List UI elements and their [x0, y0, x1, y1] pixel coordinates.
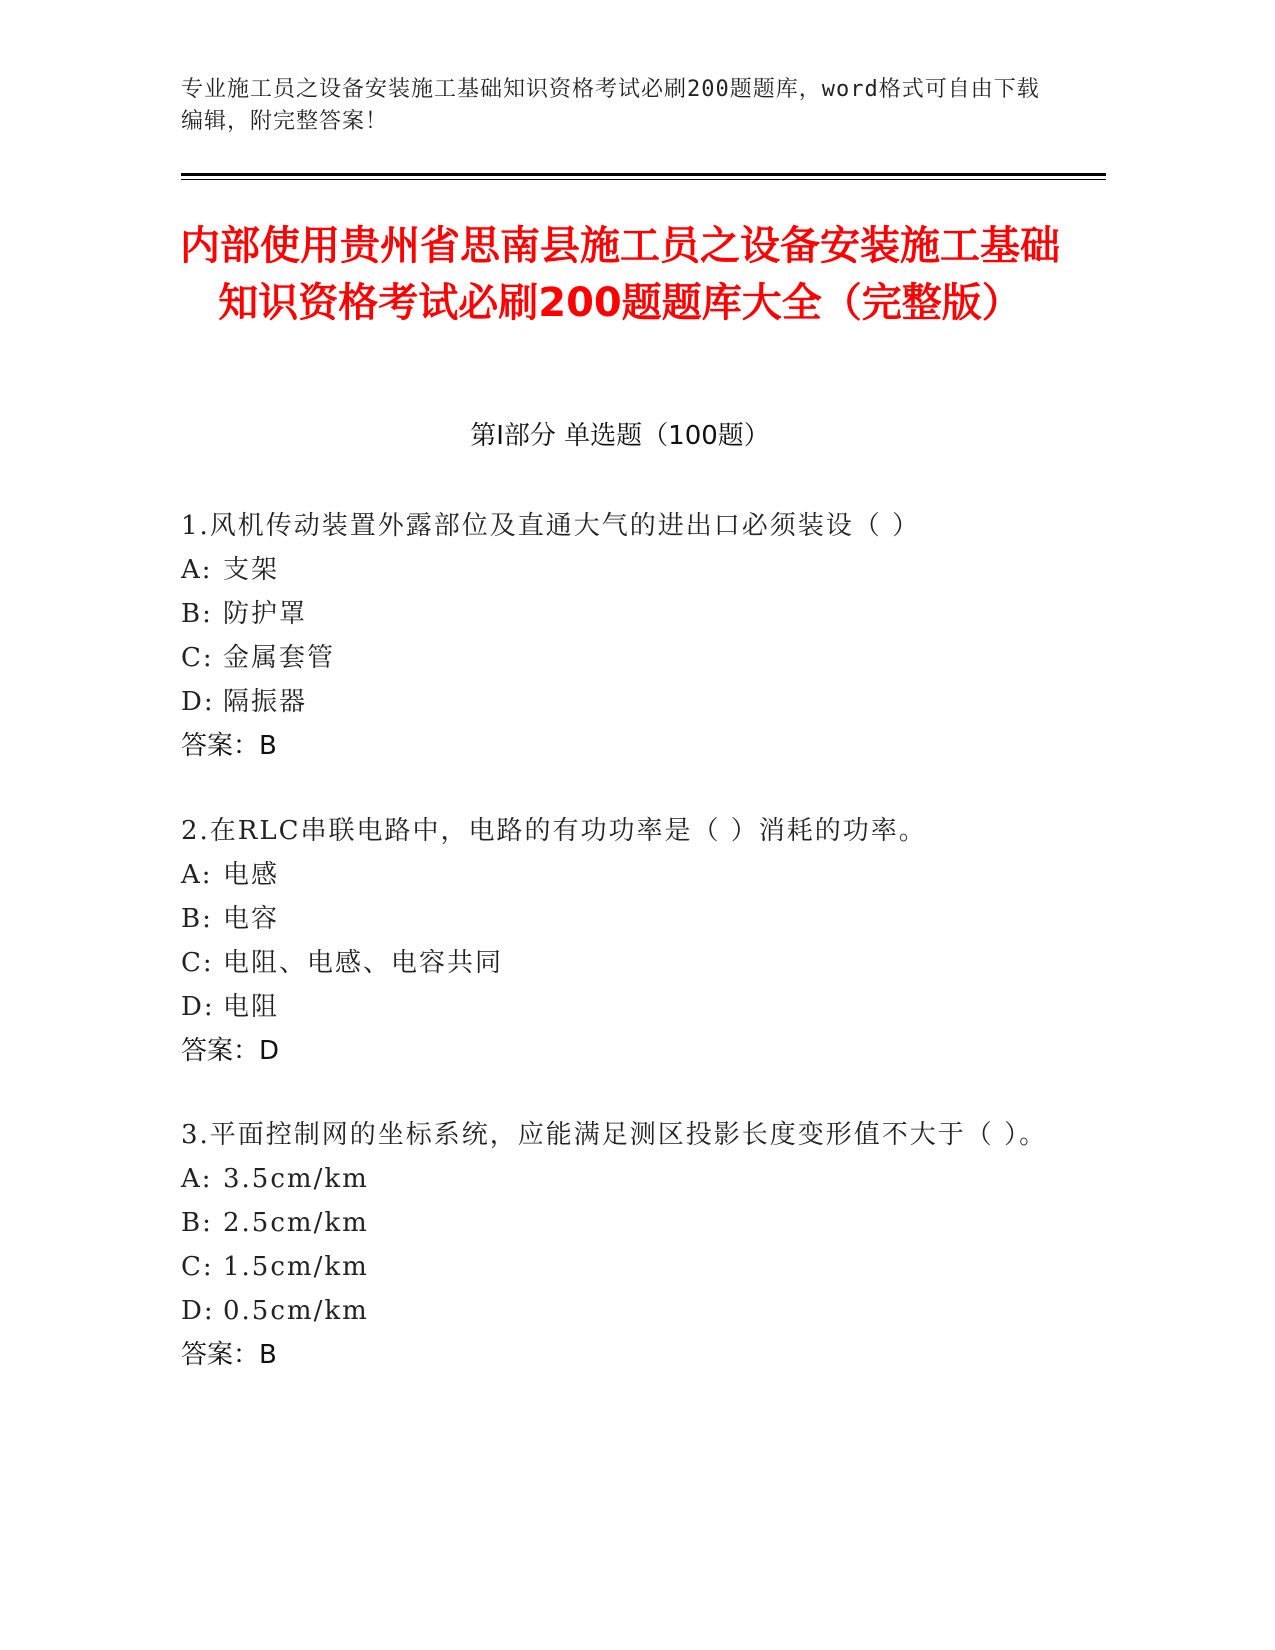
- option-b: [181, 897, 1061, 941]
- option-c: [181, 941, 1061, 985]
- option-text: 防护罩: [223, 599, 308, 629]
- option-letter: B:: [181, 904, 213, 934]
- option-a: [181, 853, 1061, 897]
- option-letter: A:: [181, 555, 213, 585]
- option-d: [181, 1289, 1061, 1333]
- header-note: 专业施工员之设备安装施工基础知识资格考试必刷200题题库，word格式可自由下载编辑，附完整答案！: [181, 77, 1040, 134]
- option-text: 3.5cm/km: [223, 1164, 369, 1194]
- option-letter: D:: [181, 1296, 215, 1326]
- option-b: [181, 1201, 1061, 1245]
- option-text: 1.5cm/km: [223, 1252, 369, 1282]
- answer-label: 答案：: [181, 1340, 260, 1370]
- option-letter: C:: [181, 1252, 214, 1282]
- question-stem: 1.风机传动装置外露部位及直通大气的进出口必须装设（ ）: [181, 511, 921, 541]
- answer-label: 答案：: [181, 731, 260, 761]
- option-a: [181, 1157, 1061, 1201]
- answer-value: B: [259, 731, 277, 761]
- answer-value: D: [259, 1036, 280, 1066]
- answer-label: 答案：: [181, 1036, 260, 1066]
- option-c: [181, 636, 1061, 680]
- option-letter: D:: [181, 992, 215, 1022]
- question-3: [181, 1113, 1061, 1377]
- answer-line: [181, 724, 1061, 768]
- option-b: [181, 592, 1061, 636]
- option-c: [181, 1245, 1061, 1289]
- answer-line: [181, 1333, 1061, 1377]
- option-letter: C:: [181, 643, 214, 673]
- option-letter: D:: [181, 687, 215, 717]
- header-rule-thick: [181, 173, 1106, 176]
- question-2: [181, 809, 1061, 1073]
- option-d: [181, 680, 1061, 724]
- option-text: 隔振器: [223, 687, 308, 717]
- question-stem: 3.平面控制网的坐标系统，应能满足测区投影长度变形值不大于（ ）。: [181, 1120, 1048, 1150]
- option-letter: A:: [181, 860, 213, 890]
- option-text: 电阻、电感、电容共同: [223, 948, 504, 978]
- option-text: 电容: [223, 904, 280, 934]
- option-text: 金属套管: [223, 643, 336, 673]
- option-letter: B:: [181, 599, 213, 629]
- option-letter: C:: [181, 948, 214, 978]
- question-stem: 2.在RLC串联电路中，电路的有功功率是（ ）消耗的功率。: [181, 816, 927, 846]
- option-text: 2.5cm/km: [223, 1208, 369, 1238]
- option-a: [181, 548, 1061, 592]
- option-text: 电阻: [223, 992, 280, 1022]
- option-text: 0.5cm/km: [223, 1296, 369, 1326]
- answer-line: [181, 1029, 1061, 1073]
- header-rule-thin: [181, 179, 1106, 180]
- option-text: 电感: [223, 860, 280, 890]
- option-d: [181, 985, 1061, 1029]
- option-letter: A:: [181, 1164, 213, 1194]
- option-letter: B:: [181, 1208, 213, 1238]
- question-1: [181, 504, 1061, 768]
- option-text: 支架: [223, 555, 280, 585]
- answer-value: B: [259, 1340, 277, 1370]
- document-title: 内部使用贵州省思南县施工员之设备安装施工基础知识资格考试必刷200题题库大全（完整版）: [180, 223, 1060, 326]
- section-title: 第I部分 单选题（100题）: [470, 421, 770, 451]
